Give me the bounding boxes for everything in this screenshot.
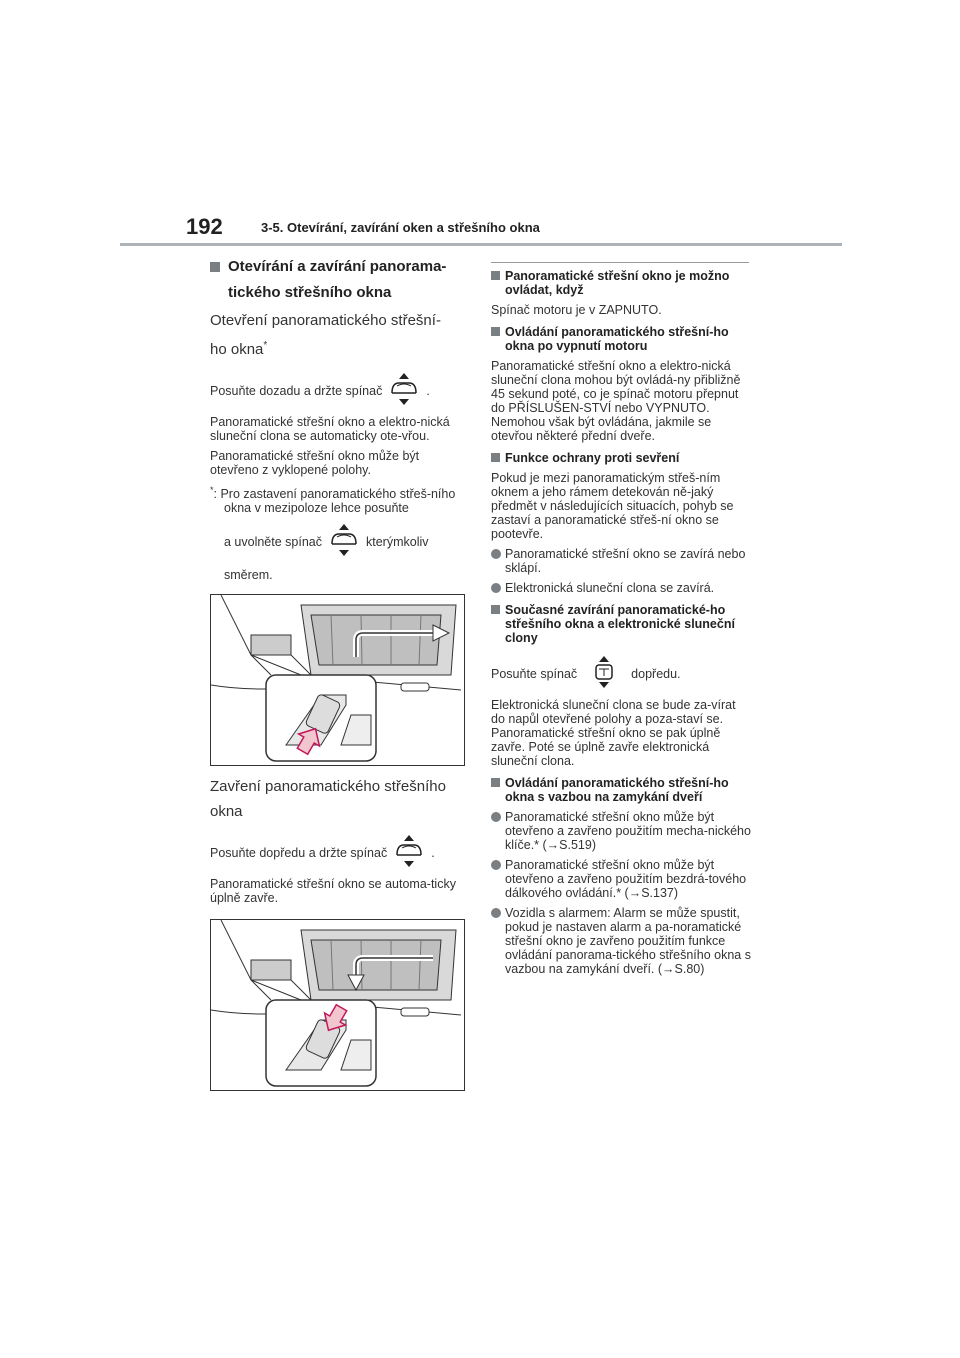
list-item-text: Vozidla s alarmem: Alarm se může spustit, pokud je nastaven alarm a pa-noramatické střešní okno je zavřeno použitím funkce ovládání panorama-tického střešního okna s vazbou na zamykání dveří. (→S.80) [505,906,751,976]
footnote-line-3: směrem. [224,568,273,583]
open-illustration [210,594,465,766]
round-bullet-icon [491,908,501,918]
list-item [491,858,751,900]
square-bullet-icon [491,778,500,787]
open-paragraph-2: Panoramatické střešní okno může být otevřeno z vyklopené polohy. [210,449,420,477]
open-paragraph-1: Panoramatické střešní okno a elektro-nická sluneční clona se automaticky ote-vřou. [210,415,450,443]
close-subtitle-line-1: Zavření panoramatického střešního [210,778,446,796]
simultaneous-close-instruction [491,655,751,692]
heading-jam-protection-text: Funkce ochrany proti sevření [505,451,680,465]
page-number: 192 [186,214,223,239]
list-item [491,906,751,976]
close-illustration [210,919,465,1091]
list-item [491,547,751,575]
right-column-divider [491,262,749,263]
heading-operable-when-text: Panoramatické střešní okno je možno ovládat, když [505,269,730,297]
list-item-text: Elektronická sluneční clona se zavírá. [505,581,715,595]
close-paragraph-1: Panoramatické střešní okno se automa-ticky úplně zavře. [210,877,456,906]
heading-door-lock-link [491,776,751,804]
right-column [491,262,751,976]
roof-switch-icon [386,372,422,409]
list-item-text: Panoramatické střešní okno může být otevřeno a zavřeno použitím mecha-nického klíče.* (→S.519) [505,810,751,852]
open-subtitle-text: ho okna [210,341,264,358]
close-instruction-end: . [431,845,435,860]
simultaneous-close-instruction-text: Posuňte spínač [491,666,578,681]
header-divider [120,243,842,246]
list-item-text: Panoramatické střešní okno se zavírá nebo sklápí. [505,547,746,575]
open-subtitle-line-1: Otevření panoramatického střešní- [210,312,441,329]
footnote-line-2-text: a uvolněte spínač [224,534,322,549]
heading-simultaneous-close [491,603,751,645]
footnote-line-2-end: kterýmkoliv [366,534,429,549]
simultaneous-close-instruction-end: dopředu. [631,666,681,681]
open-instruction [210,372,470,409]
paragraph-engine-on: Spínač motoru je v ZAPNUTO. [491,303,662,317]
roof-switch-icon [326,523,362,560]
heading-line-2: tického střešního okna [228,284,392,301]
square-bullet-icon [491,271,500,280]
heading-door-lock-link-text: Ovládání panoramatického střešní-ho okna s vazbou na zamykání dveří [505,776,729,804]
roof-switch-icon [391,834,427,871]
round-bullet-icon [491,549,501,559]
close-instruction [210,834,470,871]
square-bullet-icon [210,262,220,272]
close-subtitle [210,774,470,824]
close-subtitle-line-2: okna [210,803,243,821]
open-subtitle [210,308,470,362]
section-title: 3-5. Otevírání, zavírání oken a střešního okna [261,220,540,235]
left-column [210,254,470,1091]
footnote-mark: * [210,485,214,495]
list-item-text: Panoramatické střešní okno může být otevřeno a zavřeno použitím bezdrá-tového dálkového ovládání.* (→S.137) [505,858,747,900]
footnote-line-2 [210,523,470,560]
paragraph-jam-protection: Pokud je mezi panoramatickým střeš-ním oknem a jeho rámem detekován ně-jaký předmět v následujících situacích, pohyb se zastaví a panoramatické střeš-ní okno se pootevře. [491,471,734,541]
heading-line-1: Otevírání a zavírání panorama- [228,258,447,275]
footnote-text: : Pro zastavení panoramatického střeš-ního okna v mezipoloze lehce posuňte [213,487,456,516]
paragraph-simultaneous-close: Elektronická sluneční clona se bude za-vírat do napůl otevřené polohy a poza-staví se. Panoramatické střešní okno se pak úplně zavře. Poté se úplně zavře elektronická sluneční clona. [491,698,736,768]
heading-simultaneous-close-text: Současné zavírání panoramatické-ho střešního okna a elektronické sluneční clony [505,603,735,645]
heading-operable-when [491,269,751,297]
round-bullet-icon [491,583,501,593]
heading-jam-protection [491,451,751,465]
open-subtitle-line-2 [210,333,470,362]
heading-after-engine-off [491,325,751,353]
heading-after-engine-off-text: Ovládání panoramatického střešní-ho okna po vypnutí motoru [505,325,729,353]
round-bullet-icon [491,860,501,870]
section-heading [210,254,470,306]
paragraph-after-engine-off: Panoramatické střešní okno a elektro-nická sluneční clona mohou být ovládá-ny přibližně 45 sekund poté, co je spínač motoru přepnut do PŘÍSLUŠEN-STVÍ nebo VYPNUTO. Nemohou však být ovládána, jakmile se otevřou některé přední dveře. [491,359,741,443]
sunshade-switch-icon [591,655,617,692]
footnote-mark: * [263,340,268,351]
close-instruction-text: Posuňte dopředu a držte spínač [210,845,388,860]
square-bullet-icon [491,453,500,462]
list-item [491,581,751,595]
round-bullet-icon [491,812,501,822]
list-item [491,810,751,852]
square-bullet-icon [491,327,500,336]
open-instruction-end: . [426,383,430,398]
footnote [210,483,470,515]
open-instruction-text: Posuňte dozadu a držte spínač [210,383,383,398]
square-bullet-icon [491,605,500,614]
